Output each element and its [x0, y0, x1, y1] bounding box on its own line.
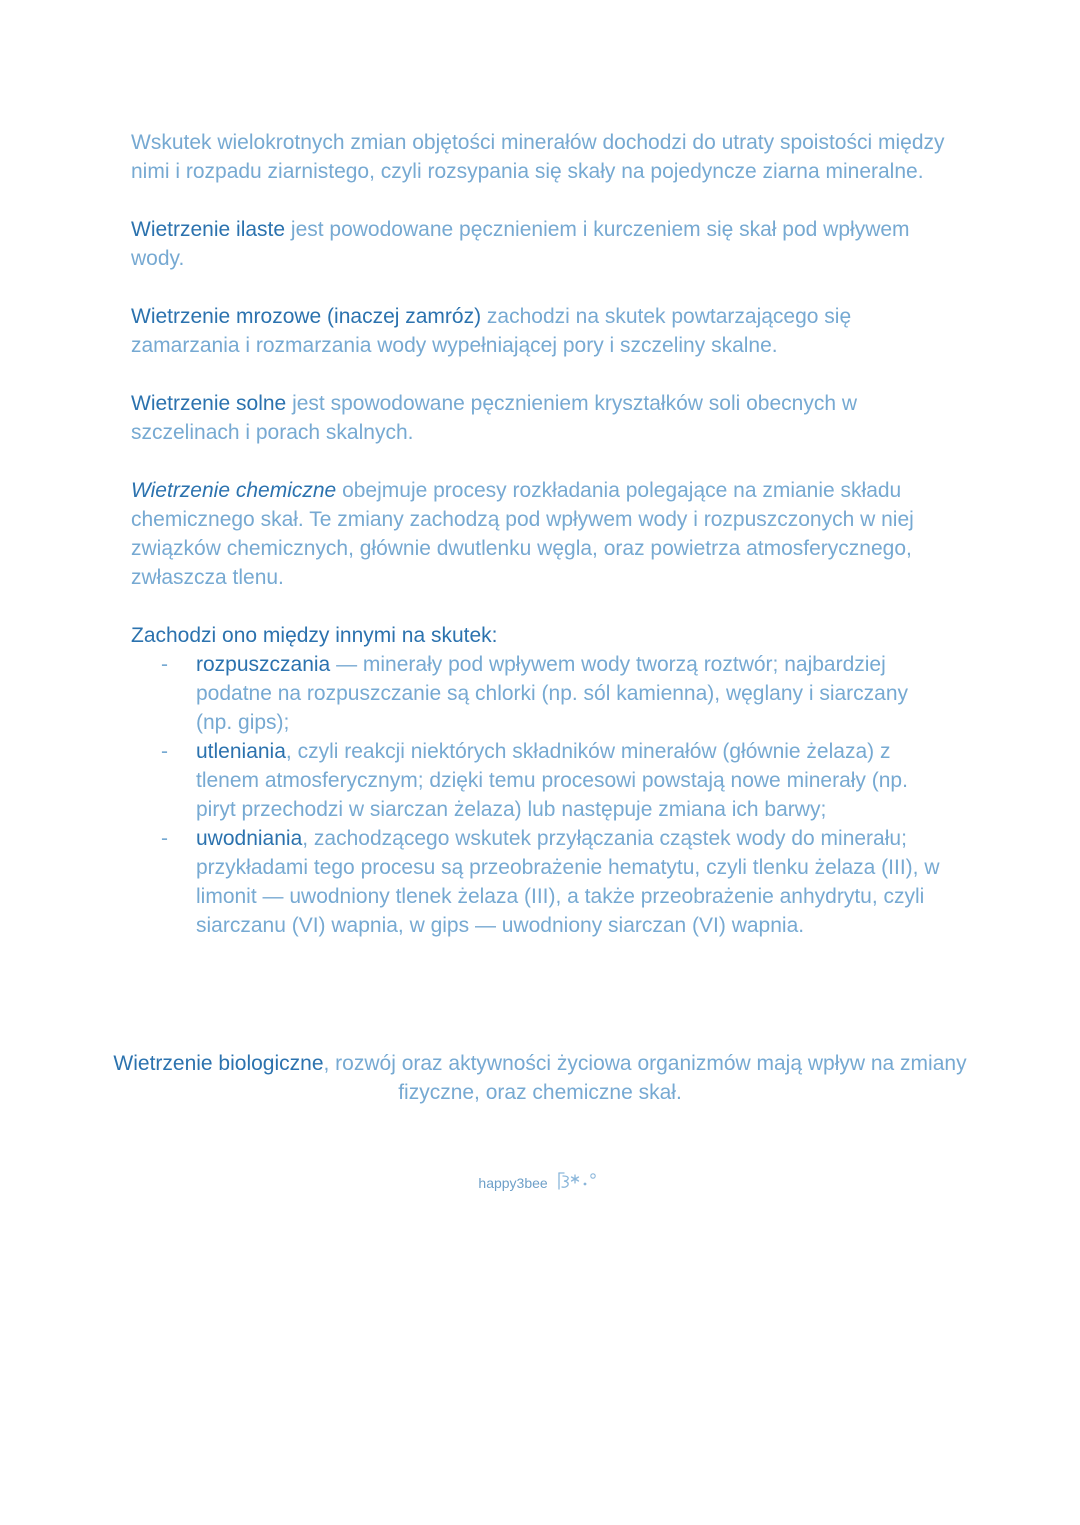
term-frost-weathering: Wietrzenie mrozowe (inaczej zamróz)	[131, 305, 482, 328]
list-item-hydration	[131, 824, 946, 940]
signature	[0, 1170, 1080, 1192]
list-item-text: , czyli reakcji niektórych składników minerałów (głównie żelaza) z tlenem atmosferycznym; dzięki temu procesowi powstają nowe minerały (np. piryt przechodzi w siarczan żelaza) lub następuje zmiana ich barwy;	[196, 740, 908, 821]
paragraph-text: Wskutek wielokrotnych zmian objętości minerałów dochodzi do utraty spoistości między nimi i rozpadu ziarnistego, czyli rozsypania się skały na pojedyncze ziarna mineralne.	[131, 131, 945, 183]
list-item-oxidation	[131, 737, 946, 824]
paragraph-text: obejmuje procesy rozkładania polegające na zmianie składu chemicznego skał. Te zmiany zachodzą pod wpływem wody i rozpuszczonych w niej związków chemicznych, głównie dwutlenku węgla, oraz powietrza atmosferycznego, zwłaszcza tlenu.	[131, 479, 914, 589]
list-intro: Zachodzi ono między innymi na skutek:	[131, 624, 498, 647]
term-salt-weathering: Wietrzenie solne	[131, 392, 287, 415]
chemical-processes-list	[131, 650, 946, 940]
paragraph-chemical-weathering	[131, 476, 946, 592]
term-dissolution: rozpuszczania	[196, 653, 331, 676]
paragraph-salt-weathering	[131, 389, 946, 447]
dash-bullet: -	[161, 740, 168, 763]
paragraph-biological-weathering	[100, 1049, 980, 1107]
paragraph-volume-changes	[131, 128, 946, 186]
bee-doodle-icon	[556, 1170, 602, 1192]
list-item-text: , zachodzącego wskutek przyłączania cząstek wody do minerału; przykładami tego procesu są przeobrażenie hematytu, czyli tlenku żelaza (III), w limonit — uwodniony tlenek żelaza (III), a także przeobrażenie anhydrytu, czyli siarczanu (VI) wapnia, w gips — uwodniony siarczan (VI) wapnia.	[196, 827, 940, 937]
term-oxidation: utleniania	[196, 740, 286, 763]
term-clay-weathering: Wietrzenie ilaste	[131, 218, 286, 241]
list-item-text: — minerały pod wpływem wody tworzą roztwór; najbardziej podatne na rozpuszczanie są chlorki (np. sól kamienna), węglany i siarczany (np. gips);	[196, 653, 909, 734]
paragraph-clay-weathering	[131, 215, 946, 273]
dash-bullet: -	[161, 827, 168, 850]
term-biological-weathering: Wietrzenie biologiczne	[113, 1052, 324, 1075]
dash-bullet: -	[161, 653, 168, 676]
paragraph-text: , rozwój oraz aktywności życiowa organizmów mają wpływ na zmiany fizyczne, oraz chemiczne skał.	[323, 1052, 967, 1104]
term-chemical-weathering: Wietrzenie chemiczne	[131, 479, 337, 502]
list-item-dissolution	[131, 650, 946, 737]
paragraph-text: jest spowodowane pęcznieniem kryształków soli obecnych w szczelinach i porach skalnych.	[131, 392, 858, 444]
paragraph-text: zachodzi na skutek powtarzającego się zamarzania i rozmarzania wody wypełniającej pory i szczeliny skalne.	[131, 305, 852, 357]
term-hydration: uwodniania	[196, 827, 303, 850]
paragraph-frost-weathering	[131, 302, 946, 360]
paragraph-text: jest powodowane pęcznieniem i kurczeniem się skał pod wpływem wody.	[131, 218, 910, 270]
notes-page	[131, 128, 946, 940]
signature-text: happy3bee	[478, 1175, 548, 1191]
